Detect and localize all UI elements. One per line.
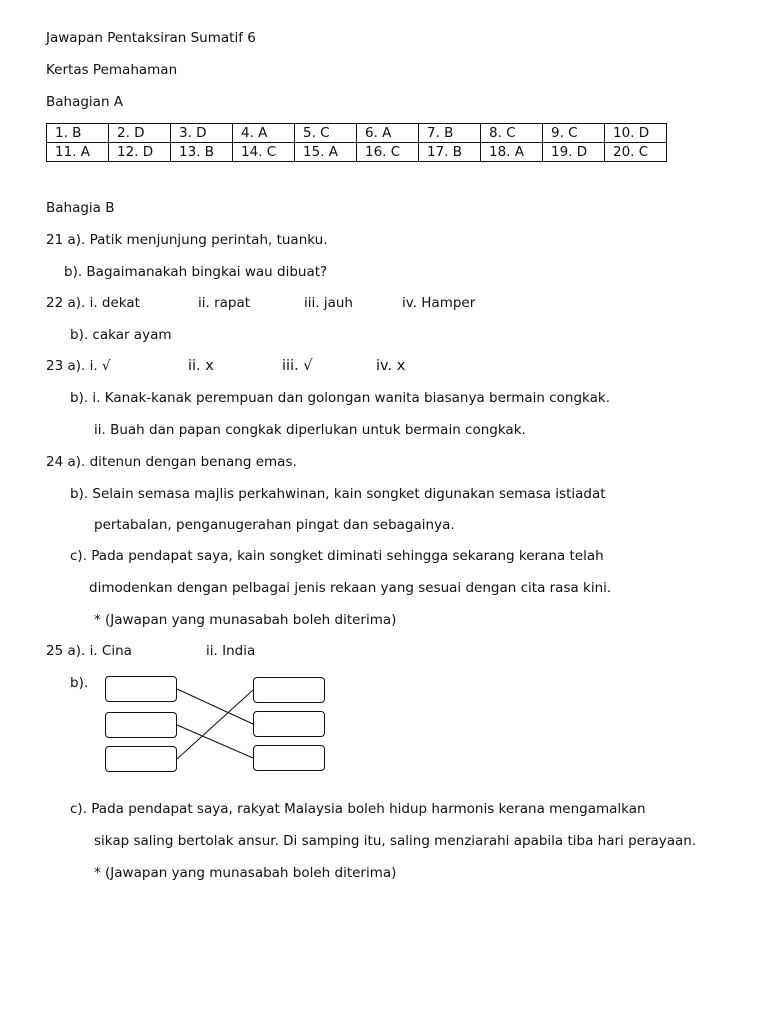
answer-25c-line2: sikap saling bertolak ansur. Di samping itu, saling menziarahi apabila tiba hari perayaan.: [94, 833, 697, 849]
table-cell: 4. A: [233, 124, 295, 143]
answer-22a-i: 22 a). i. dekat: [46, 295, 140, 311]
answer-24b-line2: pertabalan, penganugerahan pingat dan sebagainya.: [94, 517, 455, 533]
table-cell: 3. D: [171, 124, 233, 143]
answer-22b: b). cakar ayam: [70, 327, 172, 343]
section-b-heading: Bahagia B: [46, 200, 115, 216]
table-cell: 16. C: [357, 143, 419, 162]
table-cell: 5. C: [295, 124, 357, 143]
note-25: * (Jawapan yang munasabah boleh diterima): [94, 865, 397, 881]
table-cell: 6. A: [357, 124, 419, 143]
table-cell: 19. D: [543, 143, 605, 162]
left-box-1: [105, 676, 177, 702]
table-cell: 15. A: [295, 143, 357, 162]
table-cell: 17. B: [419, 143, 481, 162]
answer-25a-ii: ii. India: [206, 643, 256, 659]
section-a-heading: Bahagian A: [46, 94, 124, 110]
table-cell: 20. C: [605, 143, 667, 162]
table-cell: 11. A: [47, 143, 109, 162]
answer-table: [46, 123, 667, 162]
table-cell: 8. C: [481, 124, 543, 143]
answer-25c-line1: c). Pada pendapat saya, rakyat Malaysia boleh hidup harmonis kerana mengamalkan: [70, 801, 646, 817]
table-cell: 9. C: [543, 124, 605, 143]
table-cell: 2. D: [109, 124, 171, 143]
right-box-1: [253, 677, 325, 703]
right-box-3: [253, 745, 325, 771]
answer-24c-line2: dimodenkan dengan pelbagai jenis rekaan yang sesuai dengan cita rasa kini.: [89, 580, 612, 596]
note-24: * (Jawapan yang munasabah boleh diterima): [94, 612, 397, 628]
answer-21b: b). Bagaimanakah bingkai wau dibuat?: [64, 264, 328, 280]
table-cell: 1. B: [47, 124, 109, 143]
answer-23a-iii: iii. √: [282, 358, 313, 374]
table-cell: 12. D: [109, 143, 171, 162]
page-title: Jawapan Pentaksiran Sumatif 6: [46, 30, 256, 46]
table-cell: 13. B: [171, 143, 233, 162]
answer-22a-iv: iv. Hamper: [402, 295, 476, 311]
answer-25b: b).: [70, 675, 89, 691]
match-line-3-1: [177, 690, 253, 759]
answer-23b-ii: ii. Buah dan papan congkak diperlukan untuk bermain congkak.: [94, 422, 526, 438]
answer-22a-iii: iii. jauh: [304, 295, 353, 311]
match-line-2-3: [177, 725, 253, 758]
answer-21a: 21 a). Patik menjunjung perintah, tuanku.: [46, 232, 328, 248]
answer-24a: 24 a). ditenun dengan benang emas.: [46, 454, 297, 470]
table-cell: 10. D: [605, 124, 667, 143]
table-cell: 18. A: [481, 143, 543, 162]
answer-24b-line1: b). Selain semasa majlis perkahwinan, kain songket digunakan semasa istiadat: [70, 486, 606, 502]
table-cell: 7. B: [419, 124, 481, 143]
left-box-2: [105, 712, 177, 738]
answer-23a-ii: ii. x: [188, 358, 214, 374]
answer-23b-i: b). i. Kanak-kanak perempuan dan golongan wanita biasanya bermain congkak.: [70, 390, 611, 406]
paper-title: Kertas Pemahaman: [46, 62, 178, 78]
table-cell: 14. C: [233, 143, 295, 162]
answer-23a-iv: iv. x: [376, 358, 406, 374]
answer-24c-line1: c). Pada pendapat saya, kain songket diminati sehingga sekarang kerana telah: [70, 548, 604, 564]
answer-23a-i: 23 a). i. √: [46, 358, 111, 374]
right-box-2: [253, 711, 325, 737]
table-row: [47, 143, 667, 162]
answer-25a-i: 25 a). i. Cina: [46, 643, 132, 659]
table-row: [47, 124, 667, 143]
left-box-3: [105, 746, 177, 772]
match-line-1-2: [177, 689, 253, 724]
answer-22a-ii: ii. rapat: [198, 295, 251, 311]
